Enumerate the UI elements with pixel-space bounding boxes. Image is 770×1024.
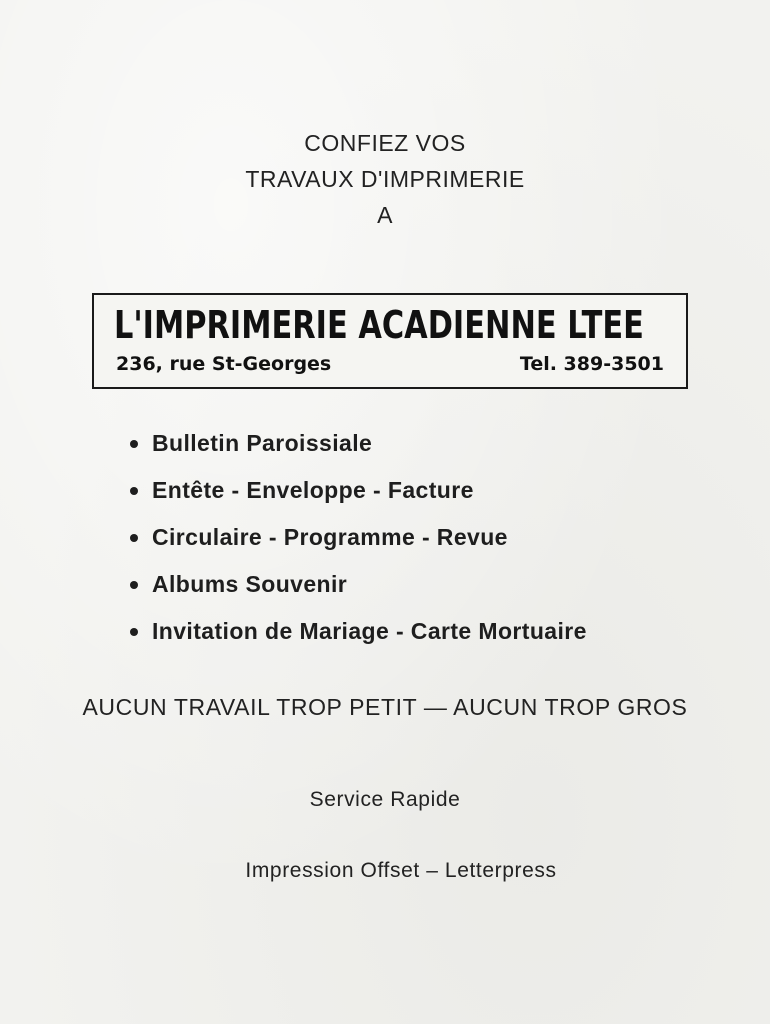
bullet-icon <box>130 534 138 542</box>
service-item <box>130 420 587 467</box>
bullet-icon <box>130 440 138 448</box>
slogan: AUCUN TRAVAIL TROP PETIT — AUCUN TROP GROS <box>82 694 688 720</box>
service-item <box>130 608 587 655</box>
intro-line-1: CONFIEZ VOS <box>304 130 466 156</box>
service-label: Invitation de Mariage - Carte Mortuaire <box>152 618 587 644</box>
service-item <box>130 561 587 608</box>
company-name: L'IMPRIMERIE ACADIENNE LTEE <box>114 303 644 347</box>
intro-line-2: TRAVAUX D'IMPRIMERIE <box>245 166 525 192</box>
intro-line-3: A <box>377 202 393 228</box>
service-rapide: Service Rapide <box>309 788 461 811</box>
service-label: Entête - Enveloppe - Facture <box>152 477 474 503</box>
impression-methods: Impression Offset – Letterpress <box>245 859 557 882</box>
bullet-icon <box>130 487 138 495</box>
bullet-icon <box>130 628 138 636</box>
service-label: Circulaire - Programme - Revue <box>152 524 508 550</box>
service-label: Bulletin Paroissiale <box>152 430 373 456</box>
service-label: Albums Souvenir <box>152 571 348 597</box>
company-banner <box>92 293 688 389</box>
company-phone: Tel. 389-3501 <box>519 353 664 375</box>
services-list <box>130 420 587 655</box>
company-address: 236, rue St-Georges <box>116 353 332 375</box>
bullet-icon <box>130 581 138 589</box>
service-item <box>130 514 587 561</box>
service-item <box>130 467 587 514</box>
